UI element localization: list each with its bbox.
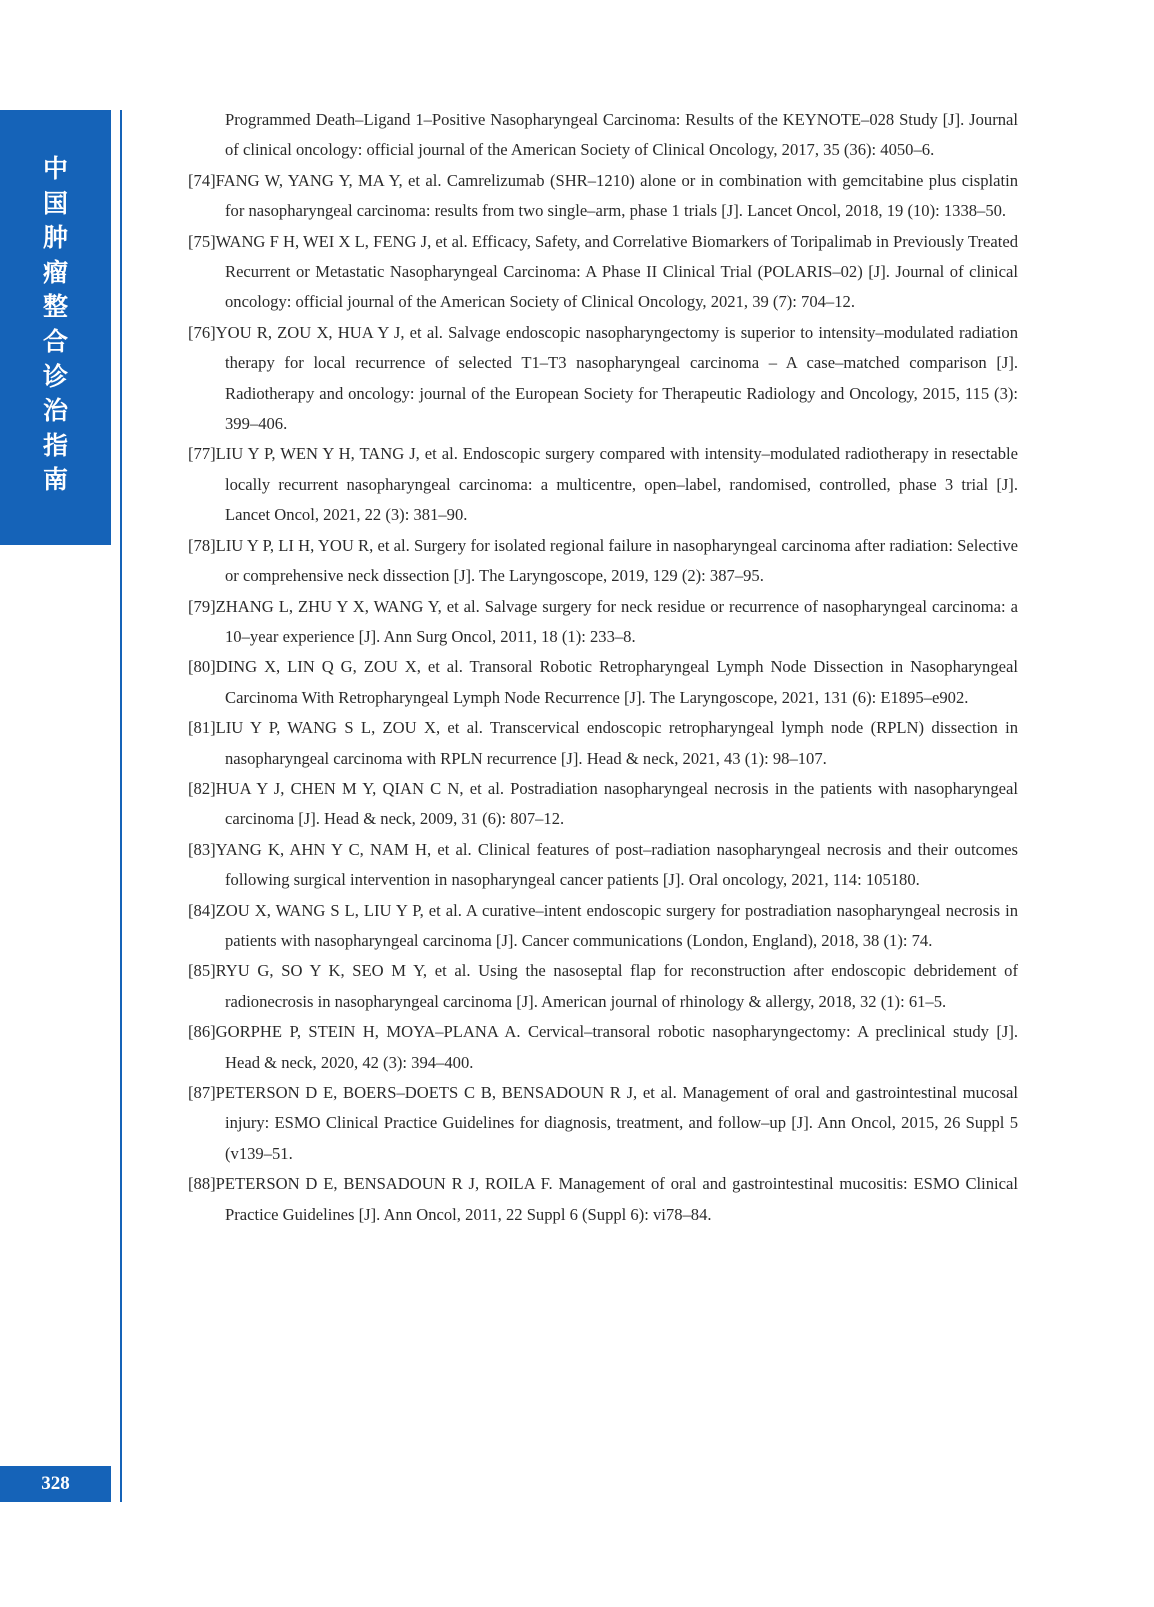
margin-rule — [120, 110, 122, 1502]
reference-entry: [76]YOU R, ZOU X, HUA Y J, et al. Salvage endoscopic nasopharyngectomy is superior to intensity–modulated radiation therapy for local recurrence of selected T1–T3 nasopharyngeal carcinoma – A case–matched comparison [J]. Radiotherapy and oncology: journal of the European Society for Therapeutic Radiology and Oncology, 2015, 115 (3): 399–406. — [188, 322, 1018, 434]
book-title-char: 中 — [42, 154, 68, 183]
reference-entry: [80]DING X, LIN Q G, ZOU X, et al. Transoral Robotic Retropharyngeal Lymph Node Dissection in Nasopharyngeal Carcinoma With Retropharyngeal Lymph Node Recurrence [J]. The Laryngoscope, 2021, 131 (6): E1895–e902. — [188, 657, 1018, 707]
book-title-char: 指 — [42, 430, 68, 460]
reference-entry: [84]ZOU X, WANG S L, LIU Y P, et al. A curative–intent endoscopic surgery for postradiation nasopharyngeal necrosis in patients with nasopharyngeal carcinoma [J]. Cancer communications (London, England), 2018, 38 (1): 74. — [188, 900, 1018, 950]
reference-entry: [81]LIU Y P, WANG S L, ZOU X, et al. Transcervical endoscopic retropharyngeal lymph node (RPLN) dissection in nasopharyngeal carcinoma with RPLN recurrence [J]. Head & neck, 2021, 43 (1): 98–107. — [188, 718, 1018, 768]
reference-entry: [85]RYU G, SO Y K, SEO M Y, et al. Using the nasoseptal flap for reconstruction after endoscopic debridement of radionecrosis in nasopharyngeal carcinoma [J]. American journal of rhinology & allergy, 2018, 32 (1): 61–5. — [188, 961, 1018, 1011]
reference-entry: [79]ZHANG L, ZHU Y X, WANG Y, et al. Salvage surgery for neck residue or recurrence of nasopharyngeal carcinoma: a 10–year experience [J]. Ann Surg Oncol, 2011, 18 (1): 233–8. — [188, 596, 1018, 646]
reference-list — [188, 105, 1018, 1230]
book-title-char: 肿 — [42, 223, 68, 253]
reference-entry: [86]GORPHE P, STEIN H, MOYA–PLANA A. Cervical–transoral robotic nasopharyngectomy: A preclinical study [J]. Head & neck, 2020, 42 (3): 394–400. — [188, 1022, 1018, 1072]
book-title-tab — [0, 110, 111, 545]
reference-entry: [77]LIU Y P, WEN Y H, TANG J, et al. Endoscopic surgery compared with intensity–modulated radiotherapy in resectable locally recurrent nasopharyngeal carcinoma: a multicentre, open–label, randomised, controlled, phase 3 trial [J]. Lancet Oncol, 2021, 22 (3): 381–90. — [188, 444, 1018, 525]
book-title-char: 南 — [42, 465, 68, 495]
reference-entry: [75]WANG F H, WEI X L, FENG J, et al. Efficacy, Safety, and Correlative Biomarkers of Toripalimab in Previously Treated Recurrent or Metastatic Nasopharyngeal Carcinoma: A Phase II Clinical Trial (POLARIS–02) [J]. Journal of clinical oncology: official journal of the American Society of Clinical Oncology, 2021, 39 (7): 704–12. — [188, 231, 1018, 312]
book-title-char: 瘤 — [42, 257, 68, 287]
reference-entry: Programmed Death–Ligand 1–Positive Nasopharyngeal Carcinoma: Results of the KEYNOTE–028 Study [J]. Journal of clinical oncology: official journal of the American Society of Clinical Oncology, 2017, 35 (36): 4050–6. — [225, 110, 1018, 160]
book-title-char: 诊 — [42, 361, 68, 391]
page-number-box — [0, 1466, 111, 1502]
book-title-char: 合 — [42, 326, 68, 356]
page-number: 328 — [41, 1473, 70, 1494]
reference-entry: [83]YANG K, AHN Y C, NAM H, et al. Clinical features of post–radiation nasopharyngeal necrosis and their outcomes following surgical intervention in nasopharyngeal cancer patients [J]. Oral oncology, 2021, 114: 105180. — [188, 839, 1018, 890]
reference-entry: [78]LIU Y P, LI H, YOU R, et al. Surgery for isolated regional failure in nasopharyngeal carcinoma after radiation: Selective or comprehensive neck dissection [J]. The Laryngoscope, 2019, 129 (2): 387–95. — [188, 535, 1018, 586]
book-title-char: 国 — [42, 188, 68, 218]
book-title-char: 整 — [42, 292, 68, 322]
reference-entry: [74]FANG W, YANG Y, MA Y, et al. Camrelizumab (SHR–1210) alone or in combination with gemcitabine plus cisplatin for nasopharyngeal carcinoma: results from two single–arm, phase 1 trials [J]. Lancet Oncol, 2018, 19 (10): 1338–50. — [188, 170, 1018, 221]
reference-entry: [88]PETERSON D E, BENSADOUN R J, ROILA F. Management of oral and gastrointestinal mucositis: ESMO Clinical Practice Guidelines [J]. Ann Oncol, 2011, 22 Suppl 6 (Suppl 6): vi78–84. — [188, 1174, 1018, 1224]
reference-entry: [87]PETERSON D E, BOERS–DOETS C B, BENSADOUN R J, et al. Management of oral and gastrointestinal mucosal injury: ESMO Clinical Practice Guidelines for diagnosis, treatment, and follow–up [J]. Ann Oncol, 2015, 26 Suppl 5 (v139–51. — [188, 1083, 1018, 1163]
reference-entry: [82]HUA Y J, CHEN M Y, QIAN C N, et al. Postradiation nasopharyngeal necrosis in the patients with nasopharyngeal carcinoma [J]. Head & neck, 2009, 31 (6): 807–12. — [188, 778, 1018, 829]
book-title-char: 治 — [42, 396, 68, 426]
